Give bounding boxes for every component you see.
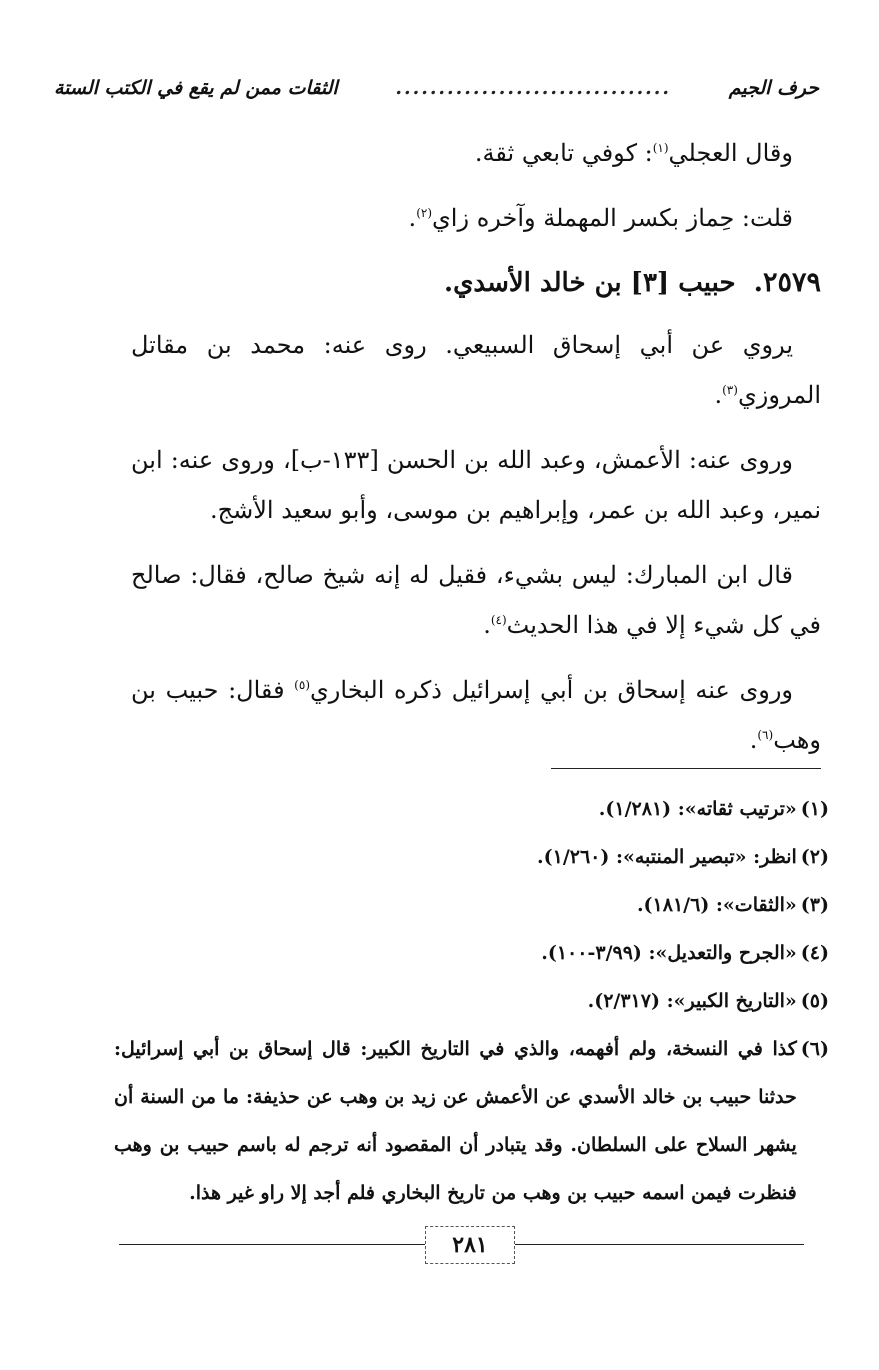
paragraph: وروى عنه إسحاق بن أبي إسرائيل ذكره البخاري$^{(٥)}$ فقال: حبيب بن وهب$^{(٦)}$. bbox=[131, 676, 821, 754]
paragraph: يروي عن أبي إسحاق السبيعي. روى عنه: محمد بن مقاتل المروزي$^{(٣)}$. bbox=[131, 331, 821, 409]
footnote-separator bbox=[551, 768, 821, 769]
footnote-item bbox=[114, 1025, 829, 1217]
paragraph: قال ابن المبارك: ليس بشيء، فقيل له إنه شيخ صالح، فقال: صالح في كل شيء إلا في هذا الحديث$^{(٤)}$. bbox=[131, 561, 821, 639]
paragraph: قلت: حِماز بكسر المهملة وآخره زاي$^{(٢)}$. bbox=[408, 204, 793, 232]
page-number: ٢٨١ bbox=[425, 1226, 515, 1264]
paragraph: وروى عنه: الأعمش، وعبد الله بن الحسن [١٣٣-ب]، وروى عنه: ابن نمير، وعبد الله بن عمر، وإبراهيم بن موسى، وأبو سعيد الأشج. bbox=[131, 446, 821, 524]
entry-title: حبيب [٣] بن خالد الأسدي. bbox=[444, 268, 736, 298]
footnote-text: «الجرح والتعديل»: (٣/٩٩-١٠٠). bbox=[541, 942, 797, 964]
footnote-number: (٤) bbox=[800, 942, 829, 964]
header-book-title: الثقات ممن لم يقع في الكتب الستة bbox=[54, 77, 338, 99]
entry-heading bbox=[131, 258, 821, 308]
paragraph: وقال العجلي$^{(١)}$: كوفي تابعي ثقة. bbox=[474, 139, 793, 167]
main-text bbox=[131, 128, 821, 780]
footnote-text: كذا في النسخة، ولم أفهمه، والذي في التاريخ الكبير: قال إسحاق بن أبي إسرائيل: حدثنا حبيب بن خالد الأسدي عن الأعمش عن زيد بن وهب عن حذيفة: ما من السنة أن يشهر السلاح على السلطان. وقد يتبادر أن المقصود أنه ترجم له باسم حبيب بن وهب فنظرت فيمن اسمه حبيب بن وهب من تاريخ البخاري فلم أجد إلا راو غير هذا. bbox=[114, 1038, 797, 1204]
footnote-ref[interactable]: (٦) bbox=[757, 728, 774, 742]
footnote-item bbox=[114, 881, 829, 929]
entry-number: ٢٥٧٩. bbox=[753, 267, 821, 298]
footnote-ref[interactable]: (٥) bbox=[294, 678, 310, 692]
header-chapter: حرف الجيم bbox=[728, 77, 819, 99]
footnote-item bbox=[114, 785, 829, 833]
footnote-ref[interactable]: (٣) bbox=[722, 383, 738, 397]
footnote-item bbox=[114, 929, 829, 977]
footnote-number: (١) bbox=[800, 798, 829, 820]
footnote-item bbox=[114, 977, 829, 1025]
footnote-ref[interactable]: (٤) bbox=[490, 613, 507, 627]
footnote-number: (٦) bbox=[800, 1038, 829, 1060]
footnote-number: (٣) bbox=[800, 894, 829, 916]
footnote-ref[interactable]: (٢) bbox=[416, 206, 433, 220]
footnote-text: «ترتيب ثقاته»: (١/٢٨١). bbox=[598, 798, 797, 820]
footnote-ref[interactable]: (١) bbox=[652, 141, 669, 155]
footnote-text: «التاريخ الكبير»: (٢/٣١٧). bbox=[587, 990, 797, 1012]
footnote-text: انظر: «تبصير المنتبه»: (١/٢٦٠). bbox=[537, 846, 797, 868]
header-dots: ................................ bbox=[395, 77, 672, 99]
footnote-item bbox=[114, 833, 829, 881]
footnote-number: (٢) bbox=[800, 846, 829, 868]
footnotes bbox=[114, 785, 829, 1217]
footnote-number: (٥) bbox=[800, 990, 829, 1012]
footnote-text: «الثقات»: (١٨١/٦). bbox=[636, 894, 797, 916]
running-header bbox=[54, 70, 819, 106]
